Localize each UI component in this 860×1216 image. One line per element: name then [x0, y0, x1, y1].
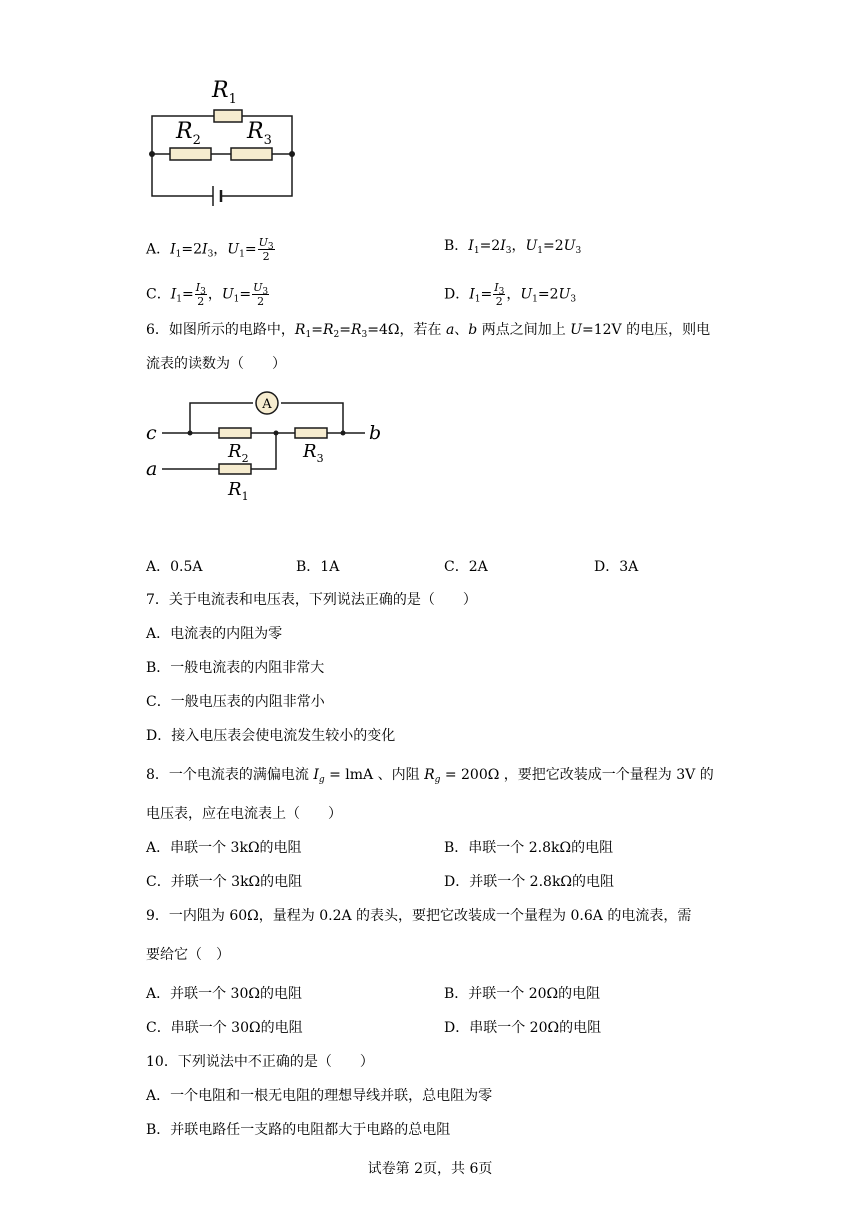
r2-label: $R_2$: [228, 441, 249, 465]
option-8c: C．并联一个 3kΩ的电阻: [146, 874, 303, 890]
option-9a: A．并联一个 30Ω的电阻: [146, 986, 302, 1002]
option-5c: C．$I_1=$ $\frac{I_3}{2}$ ，$U_1=$ $\frac{U_3}{2}$: [146, 281, 269, 308]
option-8d: D．并联一个 2.8kΩ的电阻: [444, 874, 615, 890]
option-9b: B．并联一个 20Ω的电阻: [444, 986, 601, 1002]
point-c: c: [146, 422, 157, 444]
question-9-line-2: 要给它（ ）: [146, 947, 230, 963]
resistor-r1: [214, 110, 242, 122]
option-6c: C．2A: [444, 559, 488, 575]
option-6d: D．3A: [594, 559, 639, 575]
page-footer: 试卷第 2页，共 6页: [367, 1161, 493, 1177]
circuit-figure-1: [140, 70, 310, 215]
option-5d: D．$I_1=$ $\frac{I_3}{2}$ ，$U_1=2U_3$: [444, 281, 577, 308]
option-6b: B．1A: [296, 559, 340, 575]
question-6-line-2: 流表的读数为（ ）: [146, 356, 286, 372]
option-7b: B．一般电流表的内阻非常大: [146, 660, 325, 676]
question-8-line-1: 8．一个电流表的满偏电流 $I_g$ = lmA 、内阻 $R_g = 200\Omega$ ，要把它改装成一个量程为 3V 的: [146, 767, 714, 785]
option-8b: B．串联一个 2.8kΩ的电阻: [444, 840, 614, 856]
question-6-line-1: 6．如图所示的电路中，$R_1=R_2=R_3=4\Omega$，若在 a、b 两点之间加上 U=12V 的电压，则电: [146, 322, 711, 340]
option-7d: D．接入电压表会使电流发生较小的变化: [146, 728, 396, 744]
question-9-line-1: 9．一内阻为 60Ω，量程为 0.2A 的表头，要把它改装成一个量程为 0.6A 的电流表，需: [146, 908, 692, 924]
option-5a: A．$I_1=2I_3$，$U_1=$ $\frac{U_3}{2}$: [146, 236, 274, 263]
r2-label: $R_2$: [176, 119, 201, 148]
r3-label: $R_3$: [303, 441, 324, 465]
point-a: a: [146, 458, 158, 480]
question-8-line-2: 电压表，应在电流表上（ ）: [146, 806, 342, 822]
option-8a: A．串联一个 3kΩ的电阻: [146, 840, 302, 856]
option-9c: C．串联一个 30Ω的电阻: [146, 1020, 303, 1036]
resistor-r3: [231, 148, 272, 160]
option-9d: D．串联一个 20Ω的电阻: [444, 1020, 602, 1036]
point-b: b: [369, 422, 382, 444]
r1-label: $R_1$: [228, 479, 249, 503]
svg-text:A: A: [262, 397, 272, 412]
resistor-r3: [295, 428, 327, 438]
r3-label: $R_3$: [247, 119, 272, 148]
option-6a: A．0.5A: [146, 559, 203, 575]
r1-label: $R_1$: [212, 78, 237, 107]
option-10b: B．并联电路任一支路的电阻都大于电路的总电阻: [146, 1122, 451, 1138]
question-10-stem: 10．下列说法中不正确的是（ ）: [146, 1054, 374, 1070]
option-7c: C．一般电压表的内阻非常小: [146, 694, 325, 710]
option-5b: B．$I_1=2I_3$，$U_1=2U_3$: [444, 238, 582, 256]
option-10a: A．一个电阻和一根无电阻的理想导线并联，总电阻为零: [146, 1088, 493, 1104]
resistor-r1: [219, 464, 251, 474]
option-7a: A．电流表的内阻为零: [146, 626, 283, 642]
resistor-r2: [219, 428, 251, 438]
circuit-figure-2: [140, 385, 400, 510]
resistor-r2: [170, 148, 211, 160]
question-7-stem: 7．关于电流表和电压表，下列说法正确的是（ ）: [146, 592, 477, 608]
